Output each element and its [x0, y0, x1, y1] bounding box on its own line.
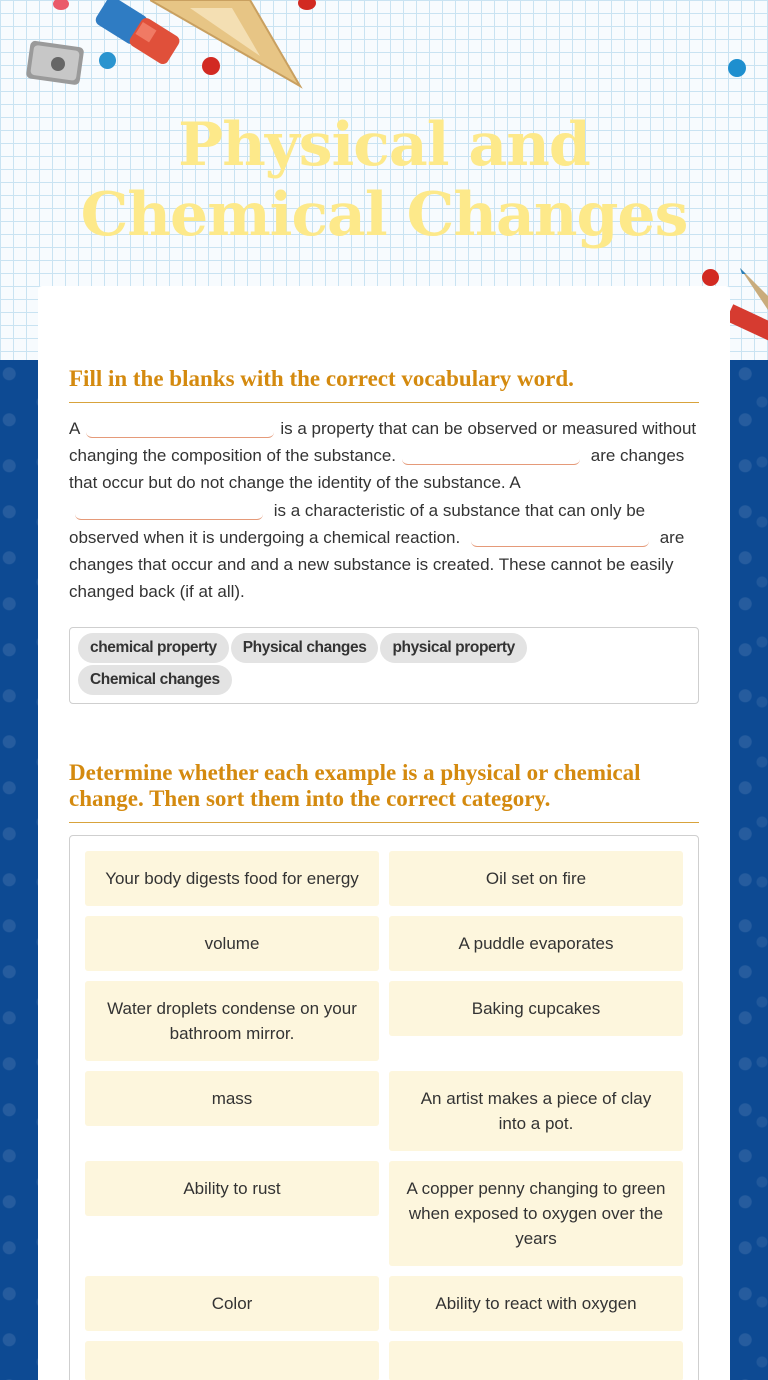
decorative-dot: [702, 269, 719, 286]
sort-item[interactable]: Your body digests food for energy: [85, 851, 379, 906]
triangle-ruler-icon: [150, 0, 305, 90]
blank-input-1[interactable]: [86, 418, 274, 438]
sorting-section: [69, 760, 699, 1380]
word-chip[interactable]: Chemical changes: [78, 665, 232, 695]
blank-input-3[interactable]: [75, 500, 263, 520]
page-title: Physical and Chemical Changes: [80, 110, 688, 250]
paragraph-text: are changes that occur but do not change the identity of the substance. A: [69, 446, 685, 493]
worksheet-card: [38, 286, 730, 1380]
blank-input-2[interactable]: [402, 445, 580, 465]
decorative-dot: [728, 59, 746, 77]
decorative-dot: [202, 57, 220, 75]
sorting-area: [69, 835, 699, 1380]
sort-item[interactable]: Oil set on fire: [389, 851, 683, 906]
paragraph-text: is a characteristic of a substance that can only be observed when it is undergoing a chemical reaction.: [69, 500, 646, 547]
pencil-sharpener-icon: [22, 38, 90, 90]
sort-item[interactable]: Water droplets condense on your bathroom mirror.: [85, 981, 379, 1061]
sort-item[interactable]: A copper penny changing to green when exposed to oxygen over the years: [389, 1161, 683, 1266]
sort-item[interactable]: A puddle evaporates: [389, 916, 683, 971]
sort-item-partial[interactable]: [85, 1341, 379, 1380]
word-bank: [69, 627, 699, 704]
fill-in-paragraph: [69, 415, 699, 605]
blank-input-4[interactable]: [471, 527, 649, 547]
sort-item[interactable]: An artist makes a piece of clay into a pot.: [389, 1071, 683, 1151]
sort-item[interactable]: Baking cupcakes: [389, 981, 683, 1036]
sort-item[interactable]: Color: [85, 1276, 379, 1331]
paragraph-text: A: [69, 419, 81, 438]
sort-item[interactable]: volume: [85, 916, 379, 971]
sort-item-partial[interactable]: [389, 1341, 683, 1380]
word-chip[interactable]: chemical property: [78, 633, 229, 663]
red-pencil-icon: [728, 262, 768, 342]
fill-in-blanks-section: [69, 366, 699, 704]
fill-in-heading: Fill in the blanks with the correct vocabulary word.: [69, 366, 699, 403]
sort-item[interactable]: Ability to rust: [85, 1161, 379, 1216]
sort-item[interactable]: mass: [85, 1071, 379, 1126]
decorative-dot: [99, 52, 116, 69]
word-chip[interactable]: physical property: [380, 633, 526, 663]
paragraph-text: are changes that occur and and a new substance is created. These cannot be easily changed back (if at all).: [69, 527, 685, 602]
sort-item[interactable]: Ability to react with oxygen: [389, 1276, 683, 1331]
paragraph-text: is a property that can be observed or measured without changing the composition of the substance.: [69, 419, 697, 466]
sort-items-grid: [85, 851, 683, 1380]
sorting-heading: Determine whether each example is a physical or chemical change. Then sort them into the correct category.: [69, 760, 699, 823]
word-chip[interactable]: Physical changes: [231, 633, 379, 663]
